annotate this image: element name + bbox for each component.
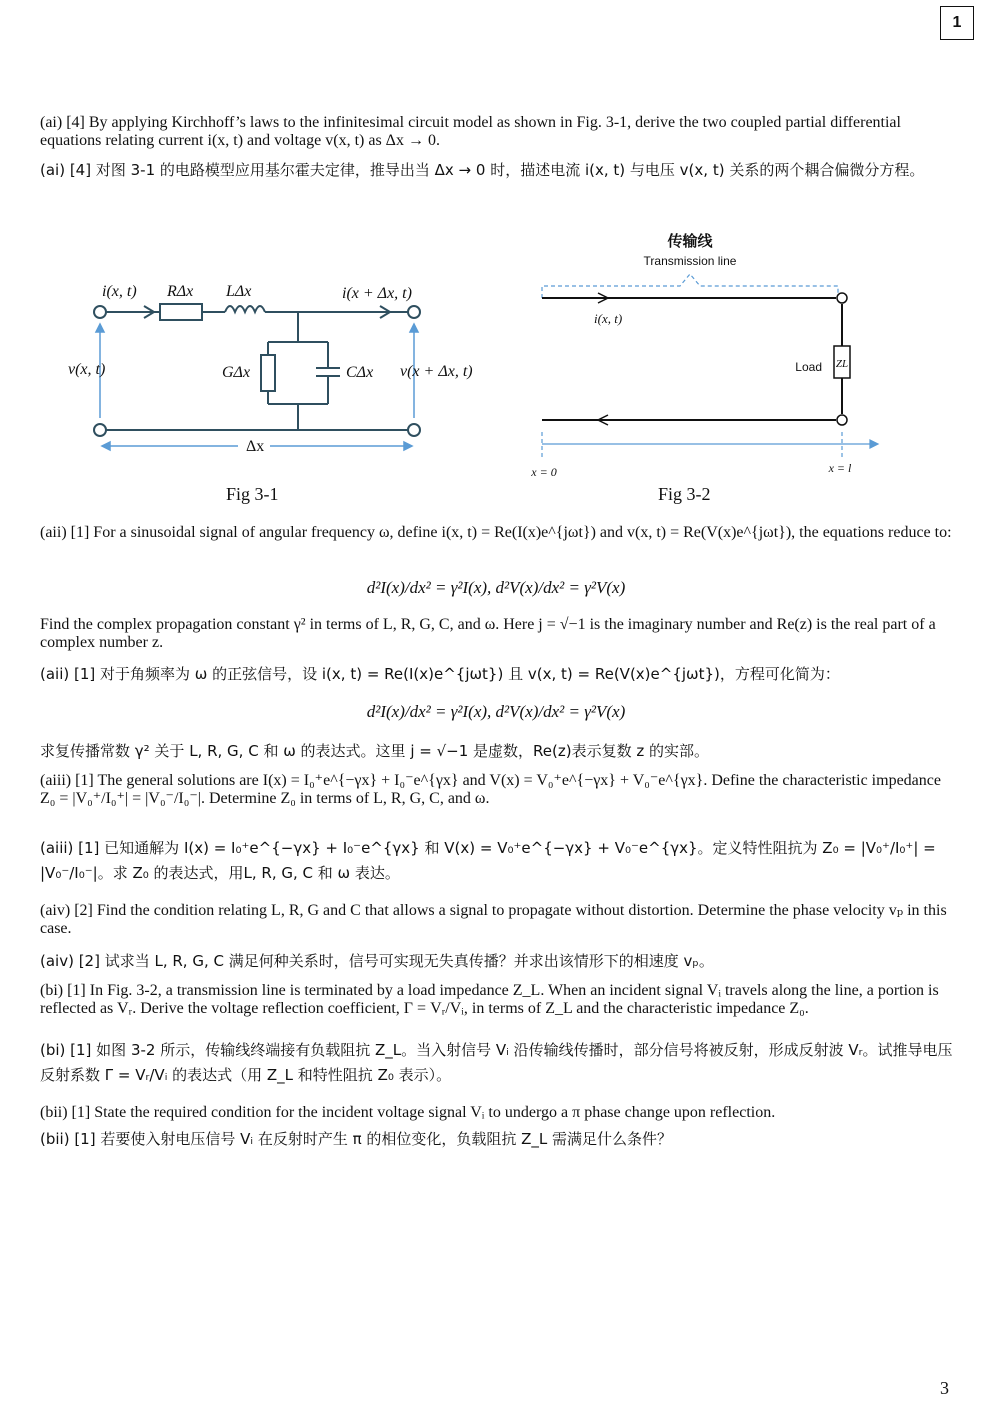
label-x0: x = 0 bbox=[531, 465, 557, 479]
label-dx: Δx bbox=[246, 438, 265, 455]
question-ai-zh: (ai) [4] 对图 3-1 的电路模型应用基尔霍夫定律，推导出当 Δx → 0 时，描述电流 i(x, t) 与电压 v(x, t) 关系的两个耦合偏微分方程。 bbox=[40, 161, 925, 179]
label-v-out: v(x + Δx, t) bbox=[400, 363, 473, 380]
fig1-caption: Fig 3-1 bbox=[226, 484, 279, 504]
fig2-caption: Fig 3-2 bbox=[658, 484, 711, 504]
label-i-in: i(x, t) bbox=[102, 283, 137, 300]
page-number: 3 bbox=[940, 1378, 949, 1398]
question-bi-en: (bi) [1] In Fig. 3-2, a transmission line is terminated by a load impedance Z_L. When an incident signal Vᵢ travels along the line, a portion is reflected as Vᵣ. Derive the voltage reflection coefficient, Γ = Vᵣ/Vᵢ, in terms of Z_L and the characteristic impedance Z₀. bbox=[40, 982, 939, 1017]
label-zl: ZL bbox=[835, 358, 849, 370]
question-aii-zh: (aii) [1] 对于角频率为 ω 的正弦信号，设 i(x, t) = Re(I(x)e^{jωt}) 且 v(x, t) = Re(V(x)e^{jωt})，方程可化简为： bbox=[40, 665, 840, 683]
question-bii-zh: (bii) [1] 若要使入射电压信号 Vᵢ 在反射时产生 π 的相位变化，负载阻抗 Z_L 需满足什么条件？ bbox=[40, 1130, 673, 1148]
transmission-line-diagram bbox=[530, 228, 930, 488]
label-xl: x = l bbox=[828, 461, 852, 475]
label-r: RΔx bbox=[167, 283, 194, 300]
page-badge: 1 bbox=[940, 6, 974, 40]
label-load: Load bbox=[795, 360, 822, 374]
question-aiv-en: (aiv) [2] Find the condition relating L, R, G and C that allows a signal to propagate without distortion. Determine the phase velocity vₚ in this case. bbox=[40, 902, 947, 937]
circuit-diagram bbox=[60, 270, 473, 470]
question-ai-en: (ai) [4] By applying Kirchhoff’s laws to the infinitesimal circuit model as shown in Fig. 3-1, derive the two coupled partial differential equations relating current i(x, t) and voltage v(x, t) as Δx → 0. bbox=[40, 114, 901, 149]
label-v-in: v(x, t) bbox=[68, 361, 106, 378]
question-aii-zh-2: 求复传播常数 γ² 关于 L, R, G, C 和 ω 的表达式。这里 j = √−1 是虚数，Re(z)表示复数 z 的实部。 bbox=[40, 742, 709, 760]
label-c: CΔx bbox=[346, 364, 374, 381]
equation-wave-zh: d²I(x)/dx² = γ²I(x), d²V(x)/dx² = γ²V(x) bbox=[366, 702, 626, 721]
question-aii-en: (aii) [1] For a sinusoidal signal of angular frequency ω, define i(x, t) = Re(I(x)e^{jωt}) and v(x, t) = Re(V(x)e^{jωt}), the equations reduce to: bbox=[40, 524, 952, 541]
question-bii-en: (bii) [1] State the required condition for the incident voltage signal Vᵢ to undergo a π phase change upon reflection. bbox=[40, 1104, 776, 1121]
label-i-out: i(x + Δx, t) bbox=[342, 285, 412, 302]
label-current: i(x, t) bbox=[594, 311, 623, 326]
title-zh: 传输线 bbox=[667, 233, 713, 250]
title-en: Transmission line bbox=[643, 254, 737, 268]
question-aii-en-2: Find the complex propagation constant γ² in terms of L, R, G, C, and ω. Here j = √−1 is the imaginary number and Re(z) is the real part of a complex number z. bbox=[40, 616, 936, 651]
question-aiii-zh: (aiii) [1] 已知通解为 I(x) = I₀⁺e^{−γx} + I₀⁻e^{γx} 和 V(x) = V₀⁺e^{−γx} + V₀⁻e^{γx}。定义特性阻抗为 Z₀ = |V₀⁺/I₀⁺| = |V₀⁻/I₀⁻|。求 Z₀ 的表达式，用L, R, G, C 和 ω 表达。 bbox=[40, 839, 936, 882]
label-g: GΔx bbox=[222, 364, 251, 381]
question-aiii-en: (aiii) [1] The general solutions are I(x) = I₀⁺e^{−γx} + I₀⁻e^{γx} and V(x) = V₀⁺e^{−γx} + V₀⁻e^{γx}. Define the characteristic impedance Z₀ = |V₀⁺/I₀⁺| = |V₀⁻/I₀⁻|. Determine Z₀ in terms of L, R, G, C, and ω. bbox=[40, 772, 941, 807]
question-bi-zh: (bi) [1] 如图 3-2 所示，传输线终端接有负载阻抗 Z_L。当入射信号 Vᵢ 沿传输线传播时，部分信号将被反射，形成反射波 Vᵣ。试推导电压反射系数 Γ = Vᵣ/Vᵢ 的表达式（用 Z_L 和特性阻抗 Z₀ 表示）。 bbox=[40, 1041, 953, 1084]
label-l: LΔx bbox=[226, 283, 252, 300]
question-aiv-zh: (aiv) [2] 试求当 L, R, G, C 满足何种关系时，信号可实现无失真传播？并求出该情形下的相速度 vₚ。 bbox=[40, 952, 714, 970]
equation-wave-en: d²I(x)/dx² = γ²I(x), d²V(x)/dx² = γ²V(x) bbox=[366, 578, 626, 597]
